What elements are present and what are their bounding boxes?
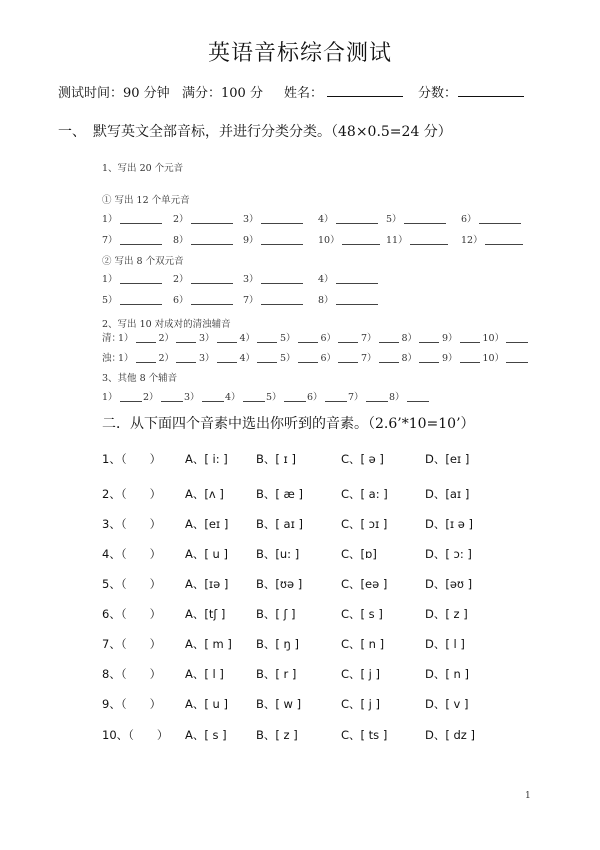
double-vowel-2[interactable] bbox=[173, 271, 233, 285]
voiced-5-blank[interactable] bbox=[298, 352, 318, 363]
voiceless-5-label: 5） bbox=[280, 333, 296, 344]
double-vowel-2-label: 2） bbox=[173, 274, 189, 285]
double-vowel-heading: ② 写出 8 个双元音 bbox=[102, 256, 184, 267]
voiced-1-label: 1） bbox=[118, 353, 134, 364]
part1-heading: 1、写出 20 个元音 bbox=[102, 163, 184, 174]
question-2-answer-bracket[interactable]: 2、（ ） bbox=[102, 487, 162, 501]
single-vowel-4-label: 4） bbox=[318, 214, 334, 225]
question-4-option-d[interactable]: D、[ ɔ: ] bbox=[425, 547, 472, 561]
question-6-option-d[interactable]: D、[ z ] bbox=[425, 607, 468, 621]
other-consonant-2-blank[interactable] bbox=[161, 391, 183, 402]
other-consonant-4[interactable] bbox=[225, 389, 265, 403]
question-10-option-c[interactable]: C、[ ts ] bbox=[341, 728, 388, 742]
double-vowel-1[interactable] bbox=[102, 271, 162, 285]
question-4-option-a[interactable]: A、[ u ] bbox=[185, 547, 228, 561]
voiceless-5-blank[interactable] bbox=[298, 332, 318, 343]
voiced-3[interactable] bbox=[199, 350, 237, 364]
single-vowel-3-blank[interactable] bbox=[261, 213, 303, 224]
double-vowel-4-label: 4） bbox=[318, 274, 334, 285]
question-4-answer-bracket[interactable]: 4、（ ） bbox=[102, 547, 162, 561]
single-vowel-10-blank[interactable] bbox=[342, 234, 380, 245]
voiced-6-blank[interactable] bbox=[338, 352, 358, 363]
voiced-10[interactable] bbox=[483, 350, 529, 364]
other-consonant-7[interactable] bbox=[348, 389, 388, 403]
voiced-2-label: 2） bbox=[158, 353, 175, 364]
question-2-option-d[interactable]: D、[aɪ ] bbox=[425, 487, 470, 501]
single-vowel-10[interactable] bbox=[318, 232, 380, 246]
time-label: 测试时间：90 分钟 bbox=[58, 86, 170, 101]
question-7-option-c[interactable]: C、[ n ] bbox=[341, 637, 385, 651]
question-7-option-d[interactable]: D、[ l ] bbox=[425, 637, 465, 651]
voiceless-2[interactable] bbox=[159, 330, 197, 344]
voiceless-8[interactable] bbox=[402, 330, 440, 344]
other-consonant-1-blank[interactable] bbox=[120, 391, 142, 402]
double-vowel-8[interactable] bbox=[318, 292, 378, 306]
voiced-2[interactable] bbox=[159, 350, 197, 364]
other-consonant-5-label: 5） bbox=[266, 392, 282, 403]
question-10-option-d[interactable]: D、[ dz ] bbox=[425, 728, 475, 742]
voiceless-9-blank[interactable] bbox=[460, 332, 480, 343]
other-consonant-8-blank[interactable] bbox=[407, 391, 429, 402]
double-vowel-4[interactable] bbox=[318, 271, 378, 285]
double-vowel-6-label: 6） bbox=[173, 295, 189, 306]
voiced-7-blank[interactable] bbox=[379, 352, 399, 363]
other-consonant-2[interactable] bbox=[143, 389, 183, 403]
single-vowel-6-label: 6） bbox=[461, 214, 477, 225]
question-8-answer-bracket[interactable]: 8、（ ） bbox=[102, 667, 162, 681]
question-7-option-b[interactable]: B、[ ŋ ] bbox=[256, 637, 299, 651]
other-consonant-4-blank[interactable] bbox=[243, 391, 265, 402]
double-vowel-5-label: 5） bbox=[102, 295, 118, 306]
single-vowel-12-label: 12） bbox=[461, 235, 483, 246]
question-1-answer-bracket[interactable]: 1、（ ） bbox=[102, 452, 162, 466]
part2-heading: 2、写出 10 对成对的清浊辅音 bbox=[102, 319, 231, 330]
double-vowel-5-blank[interactable] bbox=[120, 294, 162, 305]
voiceless-3-label: 3） bbox=[199, 333, 215, 344]
question-2-option-c[interactable]: C、[ a: ] bbox=[341, 487, 388, 501]
voiced-8-blank[interactable] bbox=[419, 352, 439, 363]
double-vowel-3-label: 3） bbox=[243, 274, 259, 285]
question-8-option-c[interactable]: C、[ j ] bbox=[341, 667, 381, 681]
part3-heading: 3、其他 8 个辅音 bbox=[102, 373, 178, 384]
question-3-option-d[interactable]: D、[ɪ ə ] bbox=[425, 517, 473, 531]
single-vowel-5[interactable] bbox=[386, 211, 446, 225]
voiced-row-label: 浊： bbox=[102, 353, 122, 364]
double-vowel-5[interactable] bbox=[102, 292, 162, 306]
single-vowel-1-blank[interactable] bbox=[120, 213, 162, 224]
single-vowel-8-blank[interactable] bbox=[191, 234, 233, 245]
question-9-answer-bracket[interactable]: 9、（ ） bbox=[102, 697, 162, 711]
voiceless-9-label: 9） bbox=[442, 333, 458, 344]
voiceless-4[interactable] bbox=[240, 330, 278, 344]
single-vowel-2-blank[interactable] bbox=[191, 213, 233, 224]
single-vowel-8[interactable] bbox=[173, 232, 233, 246]
double-vowel-3-blank[interactable] bbox=[261, 273, 303, 284]
score-field[interactable] bbox=[458, 82, 524, 98]
single-vowel-6-blank[interactable] bbox=[479, 213, 521, 224]
single-vowel-9-label: 9） bbox=[243, 235, 259, 246]
score-label: 分数： bbox=[418, 86, 458, 101]
question-9-option-a[interactable]: A、[ u ] bbox=[185, 697, 228, 711]
question-5-option-d[interactable]: D、[əʊ ] bbox=[425, 577, 473, 591]
single-vowel-8-label: 8） bbox=[173, 235, 189, 246]
question-4-option-c[interactable]: C、[ɒ] bbox=[341, 547, 377, 561]
voiceless-5[interactable] bbox=[280, 330, 318, 344]
single-vowel-5-label: 5） bbox=[386, 214, 402, 225]
question-7-answer-bracket[interactable]: 7、（ ） bbox=[102, 637, 162, 651]
section1-number: 一、 bbox=[58, 124, 86, 140]
other-consonant-8[interactable] bbox=[389, 389, 429, 403]
question-9-option-b[interactable]: B、[ w ] bbox=[256, 697, 302, 711]
voiceless-2-label: 2） bbox=[158, 333, 175, 344]
single-vowel-9-blank[interactable] bbox=[261, 234, 303, 245]
voiceless-10[interactable] bbox=[483, 330, 529, 344]
single-vowel-1[interactable] bbox=[102, 211, 162, 225]
question-3-option-a[interactable]: A、[eɪ ] bbox=[185, 517, 229, 531]
other-consonant-1[interactable] bbox=[102, 389, 142, 403]
single-vowel-1-label: 1） bbox=[102, 214, 118, 225]
voiced-7[interactable] bbox=[361, 350, 399, 364]
voiceless-10-label: 10） bbox=[482, 333, 505, 344]
voiceless-4-label: 4） bbox=[239, 333, 256, 344]
voiced-3-label: 3） bbox=[199, 353, 215, 364]
voiceless-row-label: 清： bbox=[102, 333, 122, 344]
voiced-9-label: 9） bbox=[442, 353, 458, 364]
single-vowel-7-blank[interactable] bbox=[120, 234, 162, 245]
voiced-8-label: 8） bbox=[401, 353, 418, 364]
double-vowel-3[interactable] bbox=[243, 271, 303, 285]
other-consonant-6[interactable] bbox=[307, 389, 347, 403]
other-consonant-1-label: 1） bbox=[102, 392, 118, 403]
full-score-label: 满分：100 分 bbox=[182, 86, 263, 101]
other-consonant-2-label: 2） bbox=[143, 392, 159, 403]
single-vowel-12[interactable] bbox=[461, 232, 523, 246]
single-vowel-7-label: 7） bbox=[102, 235, 118, 246]
single-vowel-11-label: 11） bbox=[386, 235, 408, 246]
question-2-option-a[interactable]: A、[ʌ ] bbox=[185, 487, 224, 501]
section1-heading bbox=[58, 121, 452, 141]
single-vowel-3[interactable] bbox=[243, 211, 303, 225]
voiced-10-blank[interactable] bbox=[506, 352, 528, 363]
question-8-option-b[interactable]: B、[ r ] bbox=[256, 667, 297, 681]
question-1-option-b[interactable]: B、[ ɪ ] bbox=[256, 452, 296, 466]
double-vowel-7[interactable] bbox=[243, 292, 303, 306]
other-consonant-3-blank[interactable] bbox=[202, 391, 224, 402]
voiceless-7-blank[interactable] bbox=[379, 332, 399, 343]
question-5-answer-bracket[interactable]: 5、（ ） bbox=[102, 577, 162, 591]
single-vowel-11[interactable] bbox=[386, 232, 448, 246]
question-1-option-a[interactable]: A、[ i: ] bbox=[185, 452, 228, 466]
other-consonant-5[interactable] bbox=[266, 389, 306, 403]
question-9-option-d[interactable]: D、[ v ] bbox=[425, 697, 469, 711]
double-vowel-2-blank[interactable] bbox=[191, 273, 233, 284]
single-vowel-11-blank[interactable] bbox=[410, 234, 448, 245]
question-3-option-c[interactable]: C、[ ɔɪ ] bbox=[341, 517, 388, 531]
voiced-3-blank[interactable] bbox=[217, 352, 237, 363]
voiceless-6[interactable] bbox=[321, 330, 359, 344]
voiceless-1-blank[interactable] bbox=[136, 332, 156, 343]
section1-text: 默写英文全部音标，并进行分类分类。（48×0.5=24 分） bbox=[93, 124, 452, 140]
question-10-option-a[interactable]: A、[ s ] bbox=[185, 728, 227, 742]
question-7-option-a[interactable]: A、[ m ] bbox=[185, 637, 232, 651]
voiced-4-blank[interactable] bbox=[257, 352, 277, 363]
voiceless-7[interactable] bbox=[361, 330, 399, 344]
voiced-6[interactable] bbox=[321, 350, 359, 364]
single-vowel-2[interactable] bbox=[173, 211, 233, 225]
voiceless-7-label: 7） bbox=[361, 333, 377, 344]
double-vowel-1-blank[interactable] bbox=[120, 273, 162, 284]
double-vowel-7-blank[interactable] bbox=[261, 294, 303, 305]
question-4-option-b[interactable]: B、[u: ] bbox=[256, 547, 300, 561]
single-vowel-2-label: 2） bbox=[173, 214, 189, 225]
voiced-8[interactable] bbox=[402, 350, 440, 364]
other-consonant-5-blank[interactable] bbox=[284, 391, 306, 402]
voiceless-8-label: 8） bbox=[401, 333, 418, 344]
voiced-4-label: 4） bbox=[239, 353, 256, 364]
single-vowel-12-blank[interactable] bbox=[485, 234, 523, 245]
double-vowel-6-blank[interactable] bbox=[191, 294, 233, 305]
question-6-option-b[interactable]: B、[ ʃ ] bbox=[256, 607, 296, 621]
voiced-2-blank[interactable] bbox=[176, 352, 196, 363]
voiced-9[interactable] bbox=[442, 350, 480, 364]
other-consonant-3-label: 3） bbox=[184, 392, 200, 403]
single-vowel-5-blank[interactable] bbox=[404, 213, 446, 224]
double-vowel-6[interactable] bbox=[173, 292, 233, 306]
voiced-10-label: 10） bbox=[482, 353, 505, 364]
single-vowel-6[interactable] bbox=[461, 211, 521, 225]
voiced-4[interactable] bbox=[240, 350, 278, 364]
double-vowel-1-label: 1） bbox=[102, 274, 118, 285]
section2-heading: 二．从下面四个音素中选出你听到的音素。（2.6’*10=10’） bbox=[102, 416, 475, 432]
question-6-option-a[interactable]: A、[tʃ ] bbox=[185, 607, 226, 621]
voiceless-8-blank[interactable] bbox=[419, 332, 439, 343]
voiced-6-label: 6） bbox=[320, 353, 337, 364]
name-field[interactable] bbox=[327, 82, 403, 98]
voiceless-3-blank[interactable] bbox=[217, 332, 237, 343]
single-vowel-4-blank[interactable] bbox=[336, 213, 378, 224]
single-vowel-10-label: 10） bbox=[318, 235, 340, 246]
voiceless-9[interactable] bbox=[442, 330, 480, 344]
voiceless-3[interactable] bbox=[199, 330, 237, 344]
single-vowel-7[interactable] bbox=[102, 232, 162, 246]
question-5-option-a[interactable]: A、[ɪə ] bbox=[185, 577, 229, 591]
other-consonant-7-label: 7） bbox=[348, 392, 364, 403]
question-10-option-b[interactable]: B、[ z ] bbox=[256, 728, 298, 742]
voiced-1-blank[interactable] bbox=[136, 352, 156, 363]
voiced-1[interactable] bbox=[118, 350, 156, 364]
voiceless-1[interactable] bbox=[118, 330, 156, 344]
question-8-option-a[interactable]: A、[ l ] bbox=[185, 667, 224, 681]
voiced-5-label: 5） bbox=[280, 353, 296, 364]
question-8-option-d[interactable]: D、[ n ] bbox=[425, 667, 469, 681]
other-consonant-3[interactable] bbox=[184, 389, 224, 403]
voiceless-2-blank[interactable] bbox=[176, 332, 196, 343]
page-number: 1 bbox=[525, 791, 531, 801]
voiceless-10-blank[interactable] bbox=[506, 332, 528, 343]
question-6-answer-bracket[interactable]: 6、（ ） bbox=[102, 607, 162, 621]
question-6-option-c[interactable]: C、[ s ] bbox=[341, 607, 383, 621]
question-5-option-c[interactable]: C、[eə ] bbox=[341, 577, 388, 591]
question-2-option-b[interactable]: B、[ æ ] bbox=[256, 487, 303, 501]
single-vowel-9[interactable] bbox=[243, 232, 303, 246]
question-10-answer-bracket[interactable]: 10、（ ） bbox=[102, 728, 169, 742]
question-1-option-d[interactable]: D、[eɪ ] bbox=[425, 452, 470, 466]
name-label: 姓名： bbox=[284, 86, 324, 101]
double-vowel-4-blank[interactable] bbox=[336, 273, 378, 284]
voiceless-6-blank[interactable] bbox=[338, 332, 358, 343]
question-3-answer-bracket[interactable]: 3、（ ） bbox=[102, 517, 162, 531]
question-9-option-c[interactable]: C、[ j ] bbox=[341, 697, 381, 711]
page-title: 英语音标综合测试 bbox=[207, 41, 392, 66]
double-vowel-7-label: 7） bbox=[243, 295, 259, 306]
question-5-option-b[interactable]: B、[ʊə ] bbox=[256, 577, 303, 591]
voiced-9-blank[interactable] bbox=[460, 352, 480, 363]
voiceless-1-label: 1） bbox=[118, 333, 134, 344]
single-vowel-3-label: 3） bbox=[243, 214, 259, 225]
other-consonant-4-label: 4） bbox=[225, 392, 241, 403]
other-consonant-6-blank[interactable] bbox=[325, 391, 347, 402]
other-consonant-6-label: 6） bbox=[307, 392, 323, 403]
question-1-option-c[interactable]: C、[ ə ] bbox=[341, 452, 384, 466]
other-consonant-7-blank[interactable] bbox=[366, 391, 388, 402]
single-vowel-4[interactable] bbox=[318, 211, 378, 225]
double-vowel-8-label: 8） bbox=[318, 295, 334, 306]
double-vowel-8-blank[interactable] bbox=[336, 294, 378, 305]
question-3-option-b[interactable]: B、[ aɪ ] bbox=[256, 517, 303, 531]
voiced-7-label: 7） bbox=[361, 353, 377, 364]
single-vowel-heading: ① 写出 12 个单元音 bbox=[102, 195, 190, 206]
voiced-5[interactable] bbox=[280, 350, 318, 364]
voiceless-6-label: 6） bbox=[320, 333, 337, 344]
voiceless-4-blank[interactable] bbox=[257, 332, 277, 343]
other-consonant-8-label: 8） bbox=[389, 392, 405, 403]
